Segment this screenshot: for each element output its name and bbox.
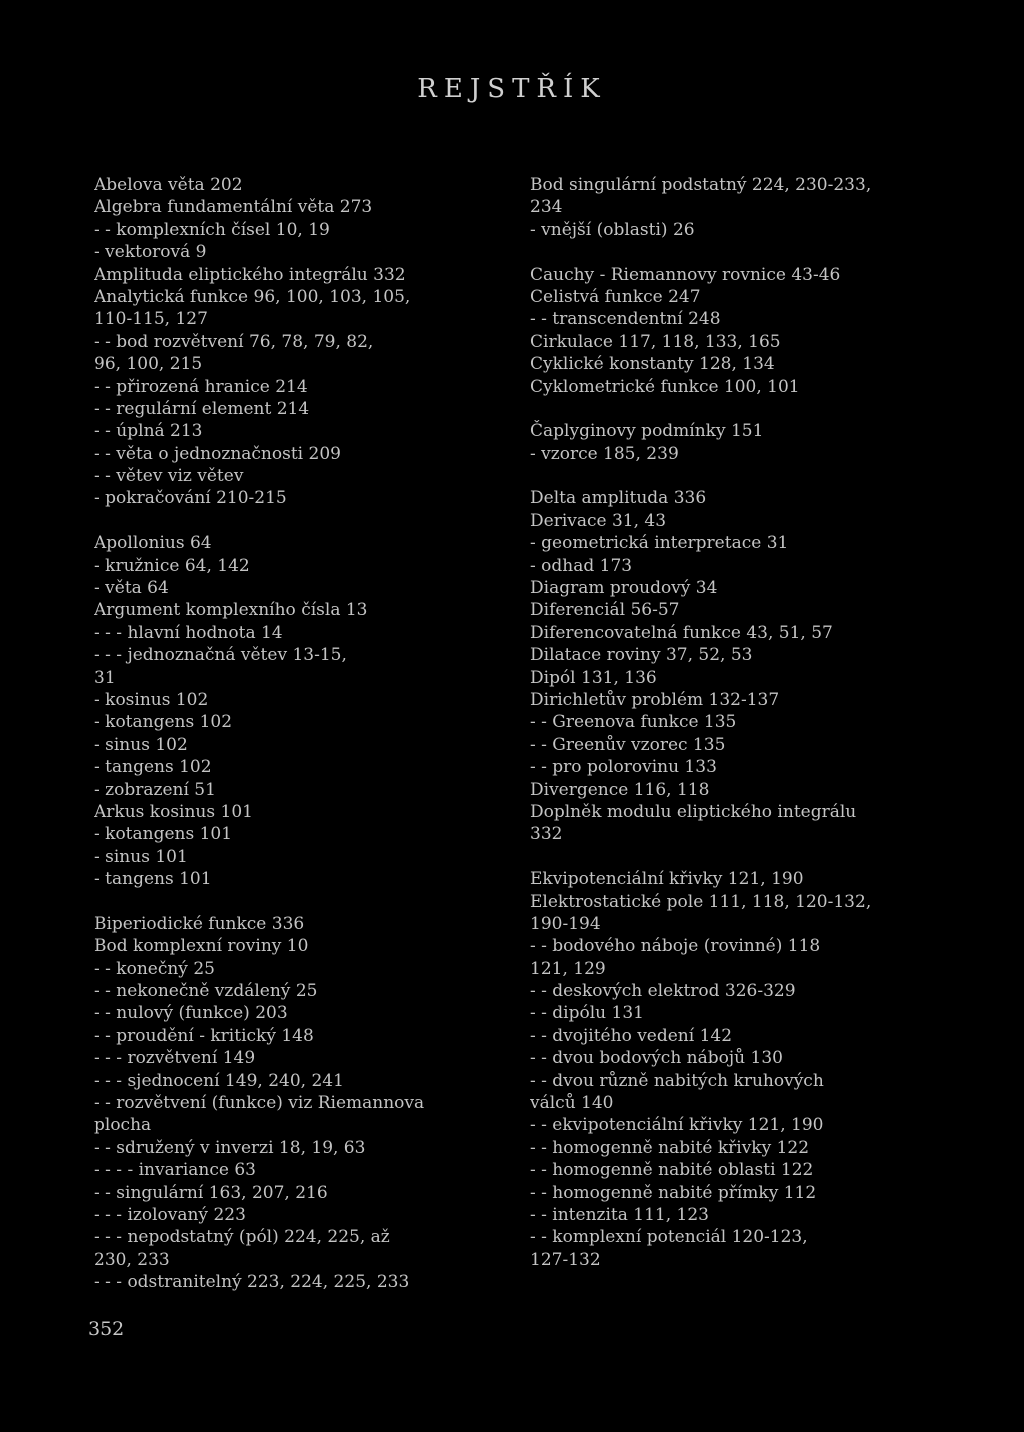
- index-entry: Biperiodické funkce 336: [94, 913, 305, 934]
- index-entry: - - dvojitého vedení 142: [530, 1025, 733, 1046]
- index-entry: - - transcendentní 248: [530, 309, 721, 330]
- index-entry: - - homogenně nabité křivky 122: [530, 1137, 810, 1158]
- index-entry: Diferencovatelná funkce 43, 51, 57: [530, 622, 833, 643]
- index-entry: - sinus 102: [94, 734, 188, 755]
- index-entry: - - bodového náboje (rovinné) 118: [530, 936, 821, 957]
- index-entry: - - - izolovaný 223: [94, 1204, 246, 1225]
- index-entry: - - homogenně nabité oblasti 122: [530, 1160, 814, 1181]
- index-entry: - - konečný 25: [94, 958, 215, 979]
- index-entry: - - homogenně nabité přímky 112: [530, 1182, 817, 1203]
- index-entry: - - dvou různě nabitých kruhových: [530, 1070, 824, 1091]
- index-entry: - - nulový (funkce) 203: [94, 1003, 288, 1024]
- index-entry: 234: [530, 197, 563, 218]
- index-entry: - tangens 102: [94, 757, 212, 778]
- page-title: REJSTŘÍK: [417, 74, 607, 104]
- index-entry: - sinus 101: [94, 846, 188, 867]
- index-entry: 110-115, 127: [94, 309, 208, 330]
- index-entry: Bod singulární podstatný 224, 230-233,: [530, 175, 872, 195]
- index-entry: Delta amplituda 336: [530, 488, 707, 509]
- index-entry: - - dipólu 131: [530, 1003, 644, 1024]
- index-entry: 190-194: [530, 913, 601, 934]
- index-entry: - - intenzita 111, 123: [530, 1204, 709, 1225]
- index-spacer: [530, 398, 950, 420]
- index-entry: Celistvá funkce 247: [530, 286, 701, 307]
- index-entry: - - větev viz větev: [94, 466, 244, 487]
- index-entry: Argument komplexního čísla 13: [94, 600, 368, 621]
- index-entry: Apollonius 64: [94, 533, 212, 554]
- index-spacer: [94, 891, 514, 913]
- index-entry: Doplněk modulu eliptického integrálu: [530, 801, 857, 822]
- index-entry: - vektorová 9: [94, 242, 207, 263]
- index-entry: válců 140: [530, 1093, 614, 1114]
- index-entry: - - Greenův vzorec 135: [530, 734, 726, 755]
- index-entry: - geometrická interpretace 31: [530, 533, 789, 554]
- index-entry: Abelova věta 202: [94, 175, 243, 195]
- index-entry: - - - hlavní hodnota 14: [94, 622, 283, 643]
- index-entry: - zobrazení 51: [94, 779, 216, 800]
- index-entry: Algebra fundamentální věta 273: [94, 197, 373, 218]
- index-entry: plocha: [94, 1115, 152, 1136]
- index-entry: - - regulární element 214: [94, 398, 310, 419]
- index-spacer: [94, 510, 514, 532]
- index-entry: Diagram proudový 34: [530, 578, 718, 599]
- index-entry: - - přirozená hranice 214: [94, 376, 308, 397]
- index-spacer: [530, 241, 950, 263]
- index-entry: - kotangens 102: [94, 712, 233, 733]
- index-entry: Cyklické konstanty 128, 134: [530, 354, 775, 375]
- index-entry: - - deskových elektrod 326-329: [530, 981, 796, 1002]
- index-entry: - - pro polorovinu 133: [530, 757, 717, 778]
- index-entry: - - - nepodstatný (pól) 224, 225, až: [94, 1227, 390, 1248]
- index-entry: Bod komplexní roviny 10: [94, 936, 309, 957]
- index-entry: Ekvipotenciální křivky 121, 190: [530, 869, 804, 890]
- index-entry: Dipól 131, 136: [530, 667, 657, 688]
- index-entry: 31: [94, 667, 116, 688]
- index-entry: - kosinus 102: [94, 689, 209, 710]
- index-entry: 332: [530, 824, 563, 845]
- index-entry: Analytická funkce 96, 100, 103, 105,: [94, 286, 411, 307]
- index-column-right: [530, 174, 950, 1271]
- index-entry: - vnější (oblasti) 26: [530, 219, 695, 240]
- index-entry: Elektrostatické pole 111, 118, 120-132,: [530, 891, 872, 912]
- index-entry: - - - rozvětvení 149: [94, 1048, 256, 1069]
- index-entry: 121, 129: [530, 958, 606, 979]
- index-entry: - pokračování 210-215: [94, 488, 287, 509]
- index-column-left: [94, 174, 514, 1294]
- index-entry: - - proudění - kritický 148: [94, 1025, 314, 1046]
- index-entry: - - komplexní potenciál 120-123,: [530, 1227, 808, 1248]
- index-entry: - - komplexních čísel 10, 19: [94, 219, 330, 240]
- index-entry: - vzorce 185, 239: [530, 443, 679, 464]
- index-entry: - odhad 173: [530, 555, 633, 576]
- index-entry: 127-132: [530, 1249, 601, 1270]
- index-entry: - - dvou bodových nábojů 130: [530, 1048, 783, 1069]
- index-entry: Divergence 116, 118: [530, 779, 710, 800]
- index-entry: - - nekonečně vzdálený 25: [94, 981, 318, 1002]
- index-entry: - kružnice 64, 142: [94, 555, 250, 576]
- index-entry: Dirichletův problém 132-137: [530, 689, 780, 710]
- index-entry: Dilatace roviny 37, 52, 53: [530, 645, 753, 666]
- index-entry: - - - - invariance 63: [94, 1160, 256, 1181]
- index-entry: - - singulární 163, 207, 216: [94, 1182, 328, 1203]
- index-entry: Diferenciál 56-57: [530, 600, 680, 621]
- index-entry: - - - odstranitelný 223, 224, 225, 233: [94, 1272, 410, 1293]
- index-entry: Amplituda eliptického integrálu 332: [94, 264, 406, 285]
- index-entry: 96, 100, 215: [94, 354, 203, 375]
- index-entry: Cyklometrické funkce 100, 101: [530, 376, 800, 397]
- index-entry: 230, 233: [94, 1249, 170, 1270]
- index-entry: Arkus kosinus 101: [94, 801, 253, 822]
- index-entry: - - bod rozvětvení 76, 78, 79, 82,: [94, 331, 374, 352]
- index-entry: - věta 64: [94, 578, 169, 599]
- page-number: 352: [88, 1318, 125, 1340]
- index-entry: - kotangens 101: [94, 824, 233, 845]
- index-entry: - - ekvipotenciální křivky 121, 190: [530, 1115, 824, 1136]
- index-entry: - - sdružený v inverzi 18, 19, 63: [94, 1137, 366, 1158]
- index-spacer: [530, 465, 950, 487]
- index-entry: - - věta o jednoznačnosti 209: [94, 443, 341, 464]
- index-entry: Derivace 31, 43: [530, 510, 667, 531]
- index-entry: - - rozvětvení (funkce) viz Riemannova: [94, 1093, 425, 1114]
- index-entry: - - - jednoznačná větev 13-15,: [94, 645, 347, 666]
- index-spacer: [530, 846, 950, 868]
- index-entry: - - - sjednocení 149, 240, 241: [94, 1070, 344, 1091]
- index-entry: Cauchy - Riemannovy rovnice 43-46: [530, 264, 841, 285]
- index-entry: Cirkulace 117, 118, 133, 165: [530, 331, 781, 352]
- index-entry: - - úplná 213: [94, 421, 203, 442]
- index-entry: Čaplyginovy podmínky 151: [530, 421, 764, 442]
- index-entry: - - Greenova funkce 135: [530, 712, 737, 733]
- index-entry: - tangens 101: [94, 869, 212, 890]
